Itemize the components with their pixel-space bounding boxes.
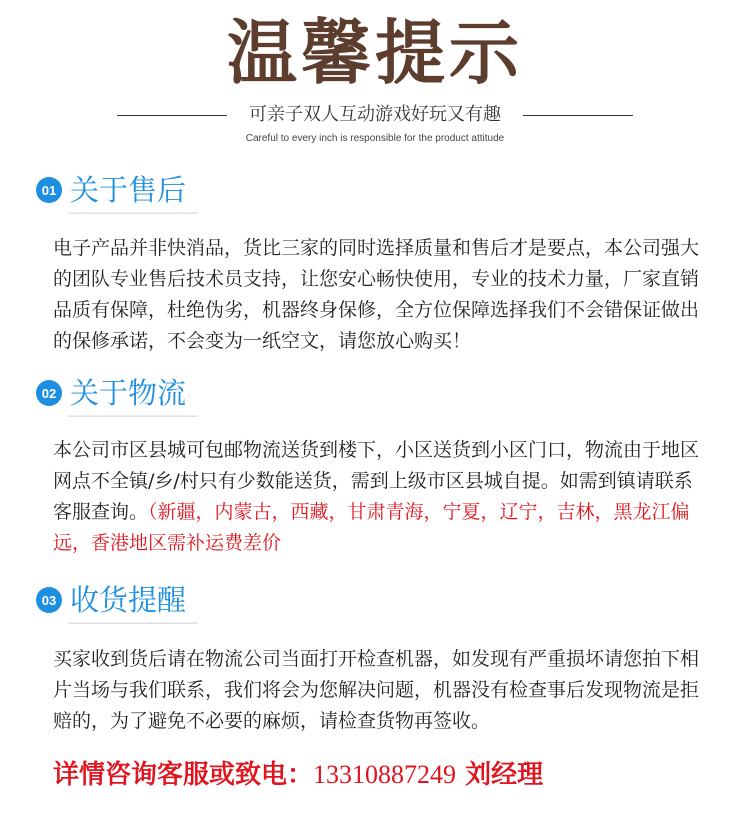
section-heading-after-sales	[36, 170, 186, 210]
contact-name: 刘经理	[465, 760, 544, 790]
divider-right	[523, 115, 633, 116]
section-body	[53, 435, 705, 559]
section-number-badge: 03	[36, 587, 62, 613]
tagline: Careful to every inch is responsible for the product attitude	[245, 133, 505, 144]
logistics-body-text: 本公司市区县城可包邮物流送货到楼下，小区送货到小区门口，物流由于地区网点不全镇/乡/村只有少数能送货，需到上级市区县城自提。如需到镇请联系客服查询。	[53, 439, 700, 523]
subtitle-row	[0, 100, 750, 130]
section-heading-receipt	[36, 580, 186, 620]
section-body: 买家收到货后请在物流公司当面打开检查机器，如发现有严重损坏请您拍下相片当场与我们联系，我们将会为您解决问题，机器没有检查事后发现物流是拒赔的，为了避免不必要的麻烦，请检查货物再签收。	[53, 648, 700, 732]
section-title: 关于物流	[70, 376, 187, 410]
divider-left	[117, 115, 227, 116]
decorative-fine-print: ▪▪▪▪▪▪▪▪▪▪▪▪▪▪▪▪▪▪▪▪▪▪▪▪▪▪▪▪▪▪▪▪▪▪▪▪▪▪▪▪▪▪▪▪▪▪▪▪▪▪▪▪▪▪▪▪▪▪▪▪▪▪▪▪▪▪▪▪▪▪▪▪▪▪▪▪▪▪▪▪▪▪▪▪▪▪▪▪▪▪▪▪▪▪▪▪▪▪▪▪▪▪▪▪▪▪▪▪▪▪▪▪▪▪▪▪▪▪▪▪▪▪	[68, 414, 198, 418]
decorative-fine-print: ▪▪▪▪▪▪▪▪▪▪▪▪▪▪▪▪▪▪▪▪▪▪▪▪▪▪▪▪▪▪▪▪▪▪▪▪▪▪▪▪▪▪▪▪▪▪▪▪▪▪▪▪▪▪▪▪▪▪▪▪▪▪▪▪▪▪▪▪▪▪▪▪▪▪▪▪▪▪▪▪▪▪▪▪▪▪▪▪▪▪▪▪▪▪▪▪▪▪▪▪▪▪▪▪▪▪▪▪▪▪▪▪▪▪▪▪▪▪▪▪▪▪	[68, 621, 198, 625]
remote-area-notice: （新疆，内蒙古，西藏，甘肃青海，宁夏，辽宁，吉林，黑龙江偏远，香港地区需补运费差价	[53, 501, 690, 554]
section-number-badge: 02	[36, 380, 62, 406]
subtitle: 可亲子双人互动游戏好玩又有趣	[249, 104, 501, 125]
contact-line	[53, 757, 733, 793]
phone-number[interactable]: 13310887249	[313, 760, 457, 789]
decorative-fine-print: ▪▪▪▪▪▪▪▪▪▪▪▪▪▪▪▪▪▪▪▪▪▪▪▪▪▪▪▪▪▪▪▪▪▪▪▪▪▪▪▪▪▪▪▪▪▪▪▪▪▪▪▪▪▪▪▪▪▪▪▪▪▪▪▪▪▪▪▪▪▪▪▪▪▪▪▪▪▪▪▪▪▪▪▪▪▪▪▪▪▪▪▪▪▪▪▪▪▪▪▪▪▪▪▪▪▪▪▪▪▪▪▪▪▪▪▪▪▪▪▪▪▪	[68, 211, 198, 215]
contact-label: 详情咨询客服或致电：	[53, 760, 314, 790]
section-heading-logistics	[36, 373, 186, 413]
page-title: 温馨提示	[227, 12, 523, 94]
section-body: 电子产品并非快消品，货比三家的同时选择质量和售后才是要点，本公司强大的团队专业售后技术员支持，让您安心畅快使用，专业的技术力量，厂家直销品质有保障，杜绝伪劣，机器终身保修，全方位保障选择我们不会错保证做出的保修承诺，不会变为一纸空文，请您放心购买！	[53, 237, 700, 352]
section-number-badge: 01	[36, 177, 62, 203]
section-title: 关于售后	[70, 173, 187, 207]
section-title: 收货提醒	[70, 583, 187, 617]
